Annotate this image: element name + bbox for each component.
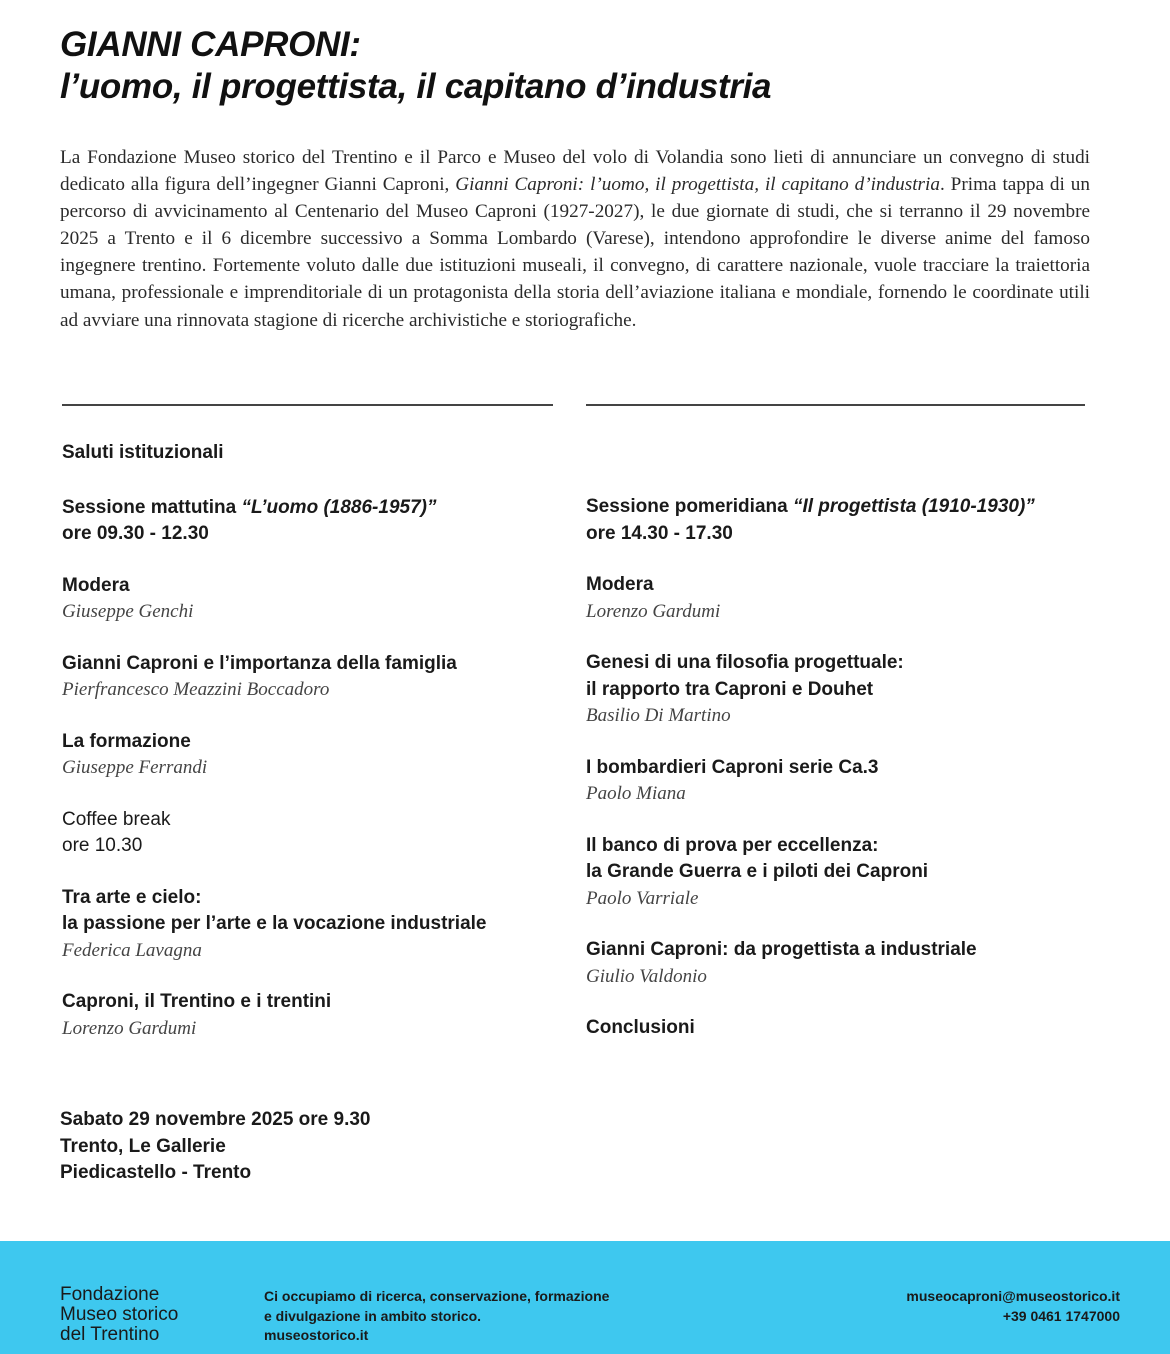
- morning-session-time: ore 09.30 - 12.30: [62, 523, 209, 544]
- morning-session-subtitle: “L’uomo (1886-1957)”: [241, 496, 437, 518]
- morning-session-header: [62, 495, 572, 548]
- footer-mission: [264, 1287, 609, 1346]
- talk-speaker: Basilio Di Martino: [586, 705, 731, 726]
- talk-speaker: Pierfrancesco Meazzini Boccadoro: [62, 679, 330, 700]
- title-line-2: l’uomo, il progettista, il capitano d’industria: [60, 67, 772, 106]
- talk-title-line-1: Tra arte e cielo:: [62, 886, 202, 908]
- divider-left: [62, 404, 553, 406]
- afternoon-moderator-block: [586, 572, 1106, 625]
- talk-title-line-2: la passione per l’arte e la vocazione industriale: [62, 913, 487, 934]
- talk-speaker: Paolo Miana: [586, 783, 686, 804]
- talk-item: [586, 833, 1106, 913]
- afternoon-column: [586, 494, 1106, 1067]
- morning-moderator-label: Modera: [62, 574, 130, 596]
- phone-number: +39 0461 1747000: [1002, 1307, 1120, 1324]
- logo-line-3: del Trentino: [60, 1324, 160, 1345]
- talk-title: Caproni, il Trentino e i trentini: [62, 991, 332, 1012]
- talk-item: [586, 650, 1106, 730]
- talk-speaker: Giulio Valdonio: [586, 965, 707, 987]
- intro-paragraph: [60, 144, 1090, 334]
- intro-text-1: La Fondazione Museo storico del Trentino e il Parco e Museo del volo di Volandia sono lieti di annunciare un convegno di studi dedicato alla figura dell’ingegner Gianni Caproni,: [60, 147, 1090, 196]
- email-link[interactable]: museocaproni@museostorico.it: [906, 1288, 1120, 1304]
- morning-column: [62, 440, 572, 1067]
- logo-line-2: Museo storico: [60, 1304, 179, 1325]
- event-date: Sabato 29 novembre 2025 ore 9.30: [60, 1109, 371, 1130]
- talk-title-line-2: il rapporto tra Caproni e Douhet: [586, 678, 874, 700]
- talk-speaker: Lorenzo Gardumi: [62, 1017, 197, 1039]
- talk-speaker: Paolo Varriale: [586, 887, 699, 909]
- page-title: [60, 24, 1120, 108]
- afternoon-moderator-label: Modera: [586, 574, 654, 595]
- morning-session-label: Sessione mattutina: [62, 496, 242, 518]
- afternoon-session-time: ore 14.30 - 17.30: [586, 522, 733, 544]
- talk-title: I bombardieri Caproni serie Ca.3: [586, 756, 879, 778]
- website-link[interactable]: museostorico.it: [264, 1327, 369, 1343]
- coffee-break-time: ore 10.30: [62, 835, 143, 856]
- talk-title: Gianni Caproni e l’importanza della famiglia: [62, 652, 457, 674]
- logo-line-1: Fondazione: [60, 1284, 160, 1305]
- event-place: Piedicastello - Trento: [60, 1162, 252, 1183]
- talk-item: [586, 755, 1106, 808]
- closing-label: Conclusioni: [586, 1017, 695, 1038]
- talk-item: [62, 729, 572, 782]
- closing-block: [586, 1015, 1106, 1042]
- intro-italic-title: Gianni Caproni: l’uomo, il progettista, il capitano d’industria: [455, 174, 940, 196]
- afternoon-session-subtitle: “Il progettista (1910-1930)”: [792, 496, 1035, 517]
- talk-title: La formazione: [62, 730, 191, 752]
- talk-speaker: Giuseppe Ferrandi: [62, 757, 208, 778]
- talk-title-line-2: la Grande Guerra e i piloti dei Caproni: [586, 861, 929, 882]
- divider-right: [586, 404, 1085, 406]
- coffee-break-block: [62, 807, 572, 860]
- greetings-block: [62, 440, 572, 467]
- talk-item: [62, 989, 572, 1042]
- morning-moderator-name: Giuseppe Genchi: [62, 601, 194, 622]
- talk-item: [62, 885, 572, 965]
- talk-item: [586, 937, 1106, 990]
- talk-title-line-1: Genesi di una filosofia progettuale:: [586, 652, 904, 673]
- title-line-1: GIANNI CAPRONI:: [60, 25, 361, 64]
- footer-bar: [0, 1241, 1170, 1354]
- talk-title-line-1: Il banco di prova per eccellenza:: [586, 834, 879, 856]
- event-venue: Trento, Le Gallerie: [60, 1135, 226, 1157]
- mission-line-2: e divulgazione in ambito storico.: [264, 1307, 482, 1324]
- foundation-logo: [60, 1285, 178, 1345]
- footer-contacts: [906, 1287, 1120, 1326]
- talk-item: [62, 651, 572, 704]
- talk-title: Gianni Caproni: da progettista a industriale: [586, 939, 977, 960]
- intro-text-2: . Prima tappa di un percorso di avvicinamento al Centenario del Museo Caproni (1927-2027), le due giornate di studi, che si terranno il 29 novembre 2025 a Trento e il 6 dicembre successivo a Somma Lombardo (Varese), intendono approfondire le diverse anime del famoso ingegnere trentino. Fortemente voluto dalle due istituzioni museali, il convegno, di carattere nazionale, vuole tracciare la traiettoria umana, professionale e imprenditoriale di un protagonista della storia dell’aviazione italiana e mondiale, fornendo le coordinate utili ad avviare una rinnovata stagione di ricerche archivistiche e storiografiche.: [60, 174, 1090, 331]
- event-details: [60, 1107, 371, 1187]
- afternoon-session-label: Sessione pomeridiana: [586, 496, 793, 517]
- talk-speaker: Federica Lavagna: [62, 939, 202, 961]
- afternoon-moderator-name: Lorenzo Gardumi: [586, 600, 721, 622]
- mission-line-1: Ci occupiamo di ricerca, conservazione, formazione: [264, 1288, 610, 1304]
- afternoon-session-header: [586, 494, 1106, 547]
- greetings-label: Saluti istituzionali: [62, 442, 224, 463]
- morning-moderator-block: [62, 573, 572, 626]
- coffee-break-label: Coffee break: [62, 808, 171, 830]
